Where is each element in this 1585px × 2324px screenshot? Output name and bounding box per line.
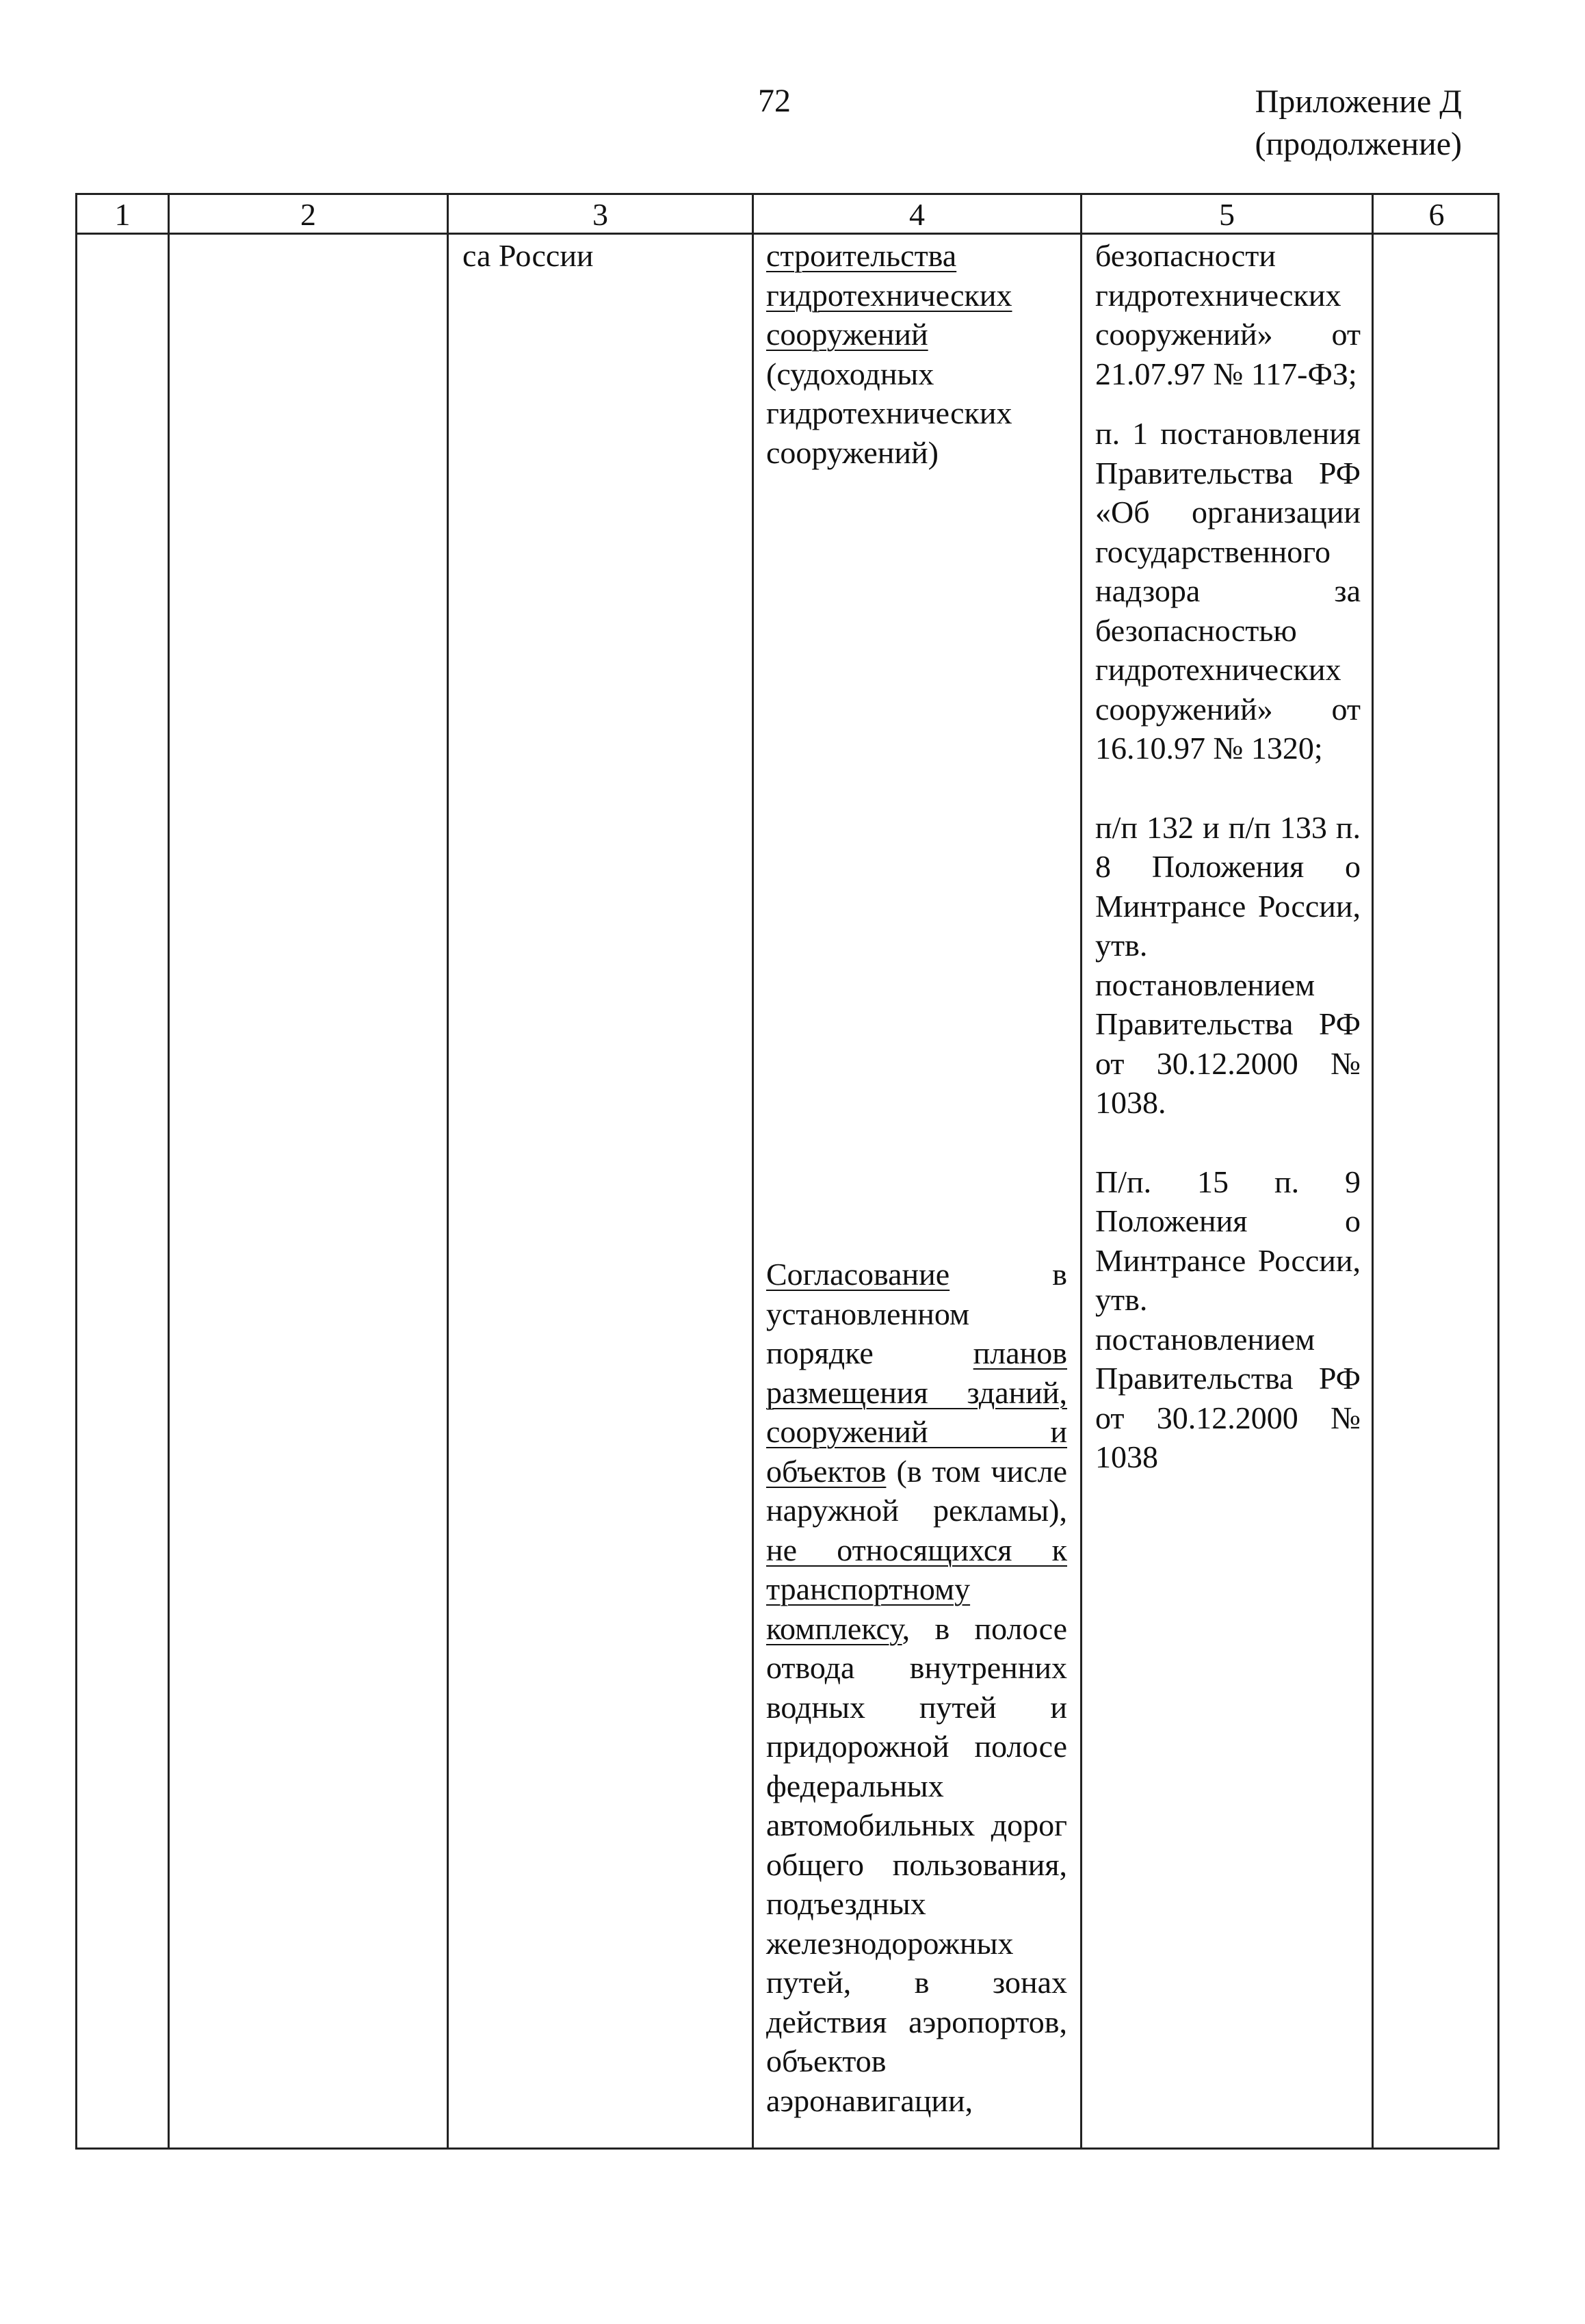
column-header-5: 5: [1219, 197, 1235, 232]
col3-cell: са России: [462, 238, 594, 273]
column-divider: [447, 195, 449, 2147]
column-divider: [1372, 195, 1374, 2147]
col4-item2-text-3: , в полосе отвода внутренних водных путей и придорожной полосе федеральных автомобильных дорог общего пользования, подъездных железнодорожных путей, в зонах действия аэропортов, объектов аэронавигации,: [766, 1610, 1067, 2118]
col5-law-reference: безопасности гидротехнических сооружений» от 21.07.97 № 117-ФЗ;: [1095, 238, 1361, 391]
col4-item2-underlined-1: Согласование: [766, 1257, 950, 1292]
col5-decree-reference: п. 1 постановления Правительства РФ «Об организации государственного надзора за безопасностью гидротехнических сооружений» от 16.10.97 № 1320;: [1095, 416, 1361, 766]
column-header-2: 2: [300, 197, 316, 232]
col5-cell: [1095, 236, 1361, 1477]
column-header-1: 1: [114, 197, 131, 232]
col5-regulation-reference: п/п 132 и п/п 133 п. 8 Положения о Минтрансе России, утв. постановлением Правительства РФ от 30.12.2000 № 1038.: [1095, 809, 1361, 1120]
appendix-continuation: (продолжение): [1255, 126, 1462, 162]
column-header-3: 3: [592, 197, 608, 232]
column-divider: [1080, 195, 1082, 2147]
column-header-6: 6: [1428, 197, 1445, 232]
col4-item-construction: [766, 236, 1067, 472]
col5-regulation-reference-2: П/п. 15 п. 9 Положения о Минтрансе России, утв. постановлением Правительства РФ от 30.12.2000 № 1038: [1095, 1164, 1361, 1474]
column-header-4: 4: [909, 197, 925, 232]
appendix-caption: [1255, 81, 1462, 166]
appendix-title: Приложение Д: [1255, 83, 1462, 120]
col4-item1-underlined: строительства гидротехнических сооружений: [766, 238, 1012, 352]
column-divider: [168, 195, 170, 2147]
document-table: [75, 193, 1499, 2150]
col4-item2-underlined-2: планов размещения зданий, сооружений и объектов: [766, 1335, 1067, 1489]
col4-item2-text-1: в установленном порядке: [766, 1257, 1067, 1370]
column-divider: [752, 195, 754, 2147]
col4-item2-underlined-3: не относящихся к транспортному комплексу: [766, 1532, 1067, 1646]
col4-item2-text-2: (в том числе наружной рекламы),: [766, 1453, 1068, 1528]
col4-cell: [766, 236, 1067, 2120]
col4-item1-text: (судоходных гидротехнических сооружений): [766, 356, 1012, 470]
table-header-row: [77, 195, 1497, 235]
page-number: 72: [758, 83, 791, 119]
col4-item-approval: [766, 1255, 1067, 2120]
